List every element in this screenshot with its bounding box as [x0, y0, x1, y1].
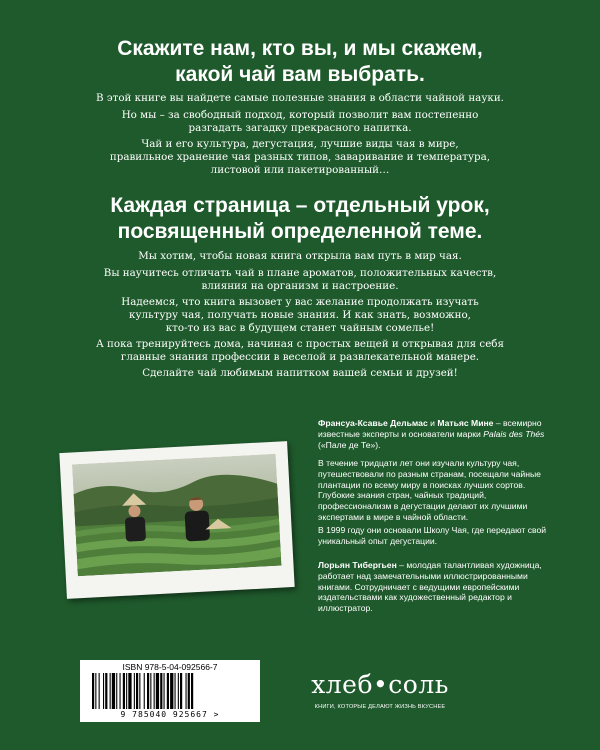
barcode-bar: [150, 673, 151, 709]
author-2-name: Матьяс Мине: [437, 418, 494, 428]
barcode-bar: [136, 673, 138, 709]
barcode-bar: [105, 673, 107, 709]
illustrator-bio-rest: – молодая талантливая художница, работает над замечательными иллюстрированными книгами. Сотрудничает с ведущими европейскими издательствами как художественный редактор и иллюстратор.: [318, 560, 542, 614]
barcode-bar: [180, 673, 182, 709]
s2-paragraph-5: Сделайте чай любимым напитком вашей семьи и друзей!: [142, 367, 458, 379]
barcode-bar: [126, 673, 127, 709]
s1-p3-line1: Чай и его культура, дегустация, лучшие виды чая в мире,: [141, 138, 459, 150]
author-1-name: Франсуа-Ксавье Дельмас: [318, 418, 428, 428]
barcode-bar: [144, 673, 145, 709]
heading-2-line1: Каждая страница – отдельный урок,: [110, 194, 490, 217]
publisher-logo: хлеб•соль: [311, 670, 449, 699]
authors-bio: [318, 418, 558, 450]
barcode-digits: 9 785040 925667 >: [120, 710, 220, 719]
photo-frame: [59, 441, 294, 599]
heading-2-line2: посвященный определенной теме.: [117, 220, 483, 243]
s2-paragraph-4: [55, 338, 545, 364]
barcode-icon: [90, 673, 250, 711]
illustrator-bio: [318, 560, 558, 614]
s2-paragraph-3: [55, 296, 545, 335]
barcode-bar: [103, 673, 104, 709]
barcode-bar: [116, 673, 117, 709]
s1-paragraph-2: [55, 109, 545, 135]
barcode-bar: [128, 673, 131, 709]
barcode-bar: [160, 673, 162, 709]
barcode-bar: [120, 673, 121, 709]
authors-photo: [72, 454, 282, 577]
s2-p3-line2: культуру чая, получать новые знания. И как знать, возможно,: [129, 309, 471, 321]
tea-plantation-photo: [72, 454, 282, 577]
barcode-bar: [188, 673, 190, 709]
barcode-bar: [92, 673, 94, 709]
s1-p3-line3: листовой или пакетированный…: [210, 164, 390, 176]
barcode-bar: [191, 673, 193, 709]
s2-p4-line1: А пока тренируйтесь дома, начиная с простых вещей и открывая для себя: [95, 338, 504, 350]
s2-p4-line2: главные знания профессии в веселой и развлекательной манере.: [120, 351, 480, 363]
barcode-bar: [112, 673, 115, 709]
s2-p2-line2: влияния на организм и настроение.: [201, 280, 399, 292]
brand-name-ru: («Пале де Те»).: [318, 439, 381, 450]
bio-and: и: [430, 418, 435, 428]
barcode-bar: [154, 673, 155, 709]
bio-paragraph-2: В течение тридцати лет они изучали культуру чая, путешествовали по разным странам, посещали чайные плантации по всему миру в поисках лучших сортов. Глубокие знания стран, чайных традиций, профессионализм в дегустации делают их лучшими экспертами в мире в чайной области.: [318, 458, 541, 522]
barcode-bar: [134, 673, 135, 709]
barcode-box: [80, 660, 260, 722]
barcode-bar: [164, 673, 165, 709]
s1-p3-line2: правильное хранение чая разных типов, заваривание и температура,: [109, 151, 491, 163]
heading-1-line1: Скажите нам, кто вы, и мы скажем,: [117, 37, 483, 60]
heading-1-line2: какой чай вам выбрать.: [175, 63, 425, 86]
bio-paragraph-3: В 1999 году они основали Школу Чая, где передают свой уникальный опыт дегустации.: [318, 525, 547, 546]
s1-p2-line1: Но мы – за свободный подход, который позволит вам постепенно: [121, 109, 479, 121]
bio-intro-rest: – всемирно известные эксперты и основатели марки: [318, 418, 542, 439]
brand-name: Palais des Thés: [483, 428, 545, 439]
barcode-bar: [170, 673, 173, 709]
barcode-bar: [95, 673, 96, 709]
s2-paragraph-2: [55, 267, 545, 293]
s1-paragraph-1: В этой книге вы найдете самые полезные знания в области чайной науки.: [96, 92, 504, 104]
s2-p2-line1: Вы научитесь отличать чай в плане ароматов, положительных качеств,: [103, 267, 497, 279]
barcode-bar: [147, 673, 149, 709]
barcode-bar: [178, 673, 179, 709]
heading-2: [60, 193, 540, 245]
s2-p3-line1: Надеемся, что книга вызовет у вас желание продолжать изучать: [121, 296, 479, 308]
s2-paragraph-1: Мы хотим, чтобы новая книга открыла вам путь в мир чая.: [138, 250, 462, 262]
publisher-tagline: КНИГИ, КОТОРЫЕ ДЕЛАЮТ ЖИЗНЬ ВКУСНЕЕ: [314, 704, 446, 710]
illustrator-name: Лорьян Тибергьен: [318, 560, 397, 570]
s2-p3-line3: кто-то из вас в будущем станет чайным сомелье!: [165, 322, 435, 334]
barcode-bar: [186, 673, 187, 709]
barcode-bar: [123, 673, 125, 709]
barcode-bar: [175, 673, 176, 709]
barcode-bar: [110, 673, 111, 709]
barcode-bar: [99, 673, 100, 709]
isbn-text: ISBN 978-5-04-092566-7: [122, 662, 218, 672]
barcode-bar: [139, 673, 140, 709]
heading-1: [60, 36, 540, 88]
s1-p2-line2: разгадать загадку прекрасного напитка.: [188, 122, 412, 134]
barcode-bar: [156, 673, 159, 709]
s1-paragraph-3: [55, 138, 545, 177]
barcode-bar: [167, 673, 169, 709]
